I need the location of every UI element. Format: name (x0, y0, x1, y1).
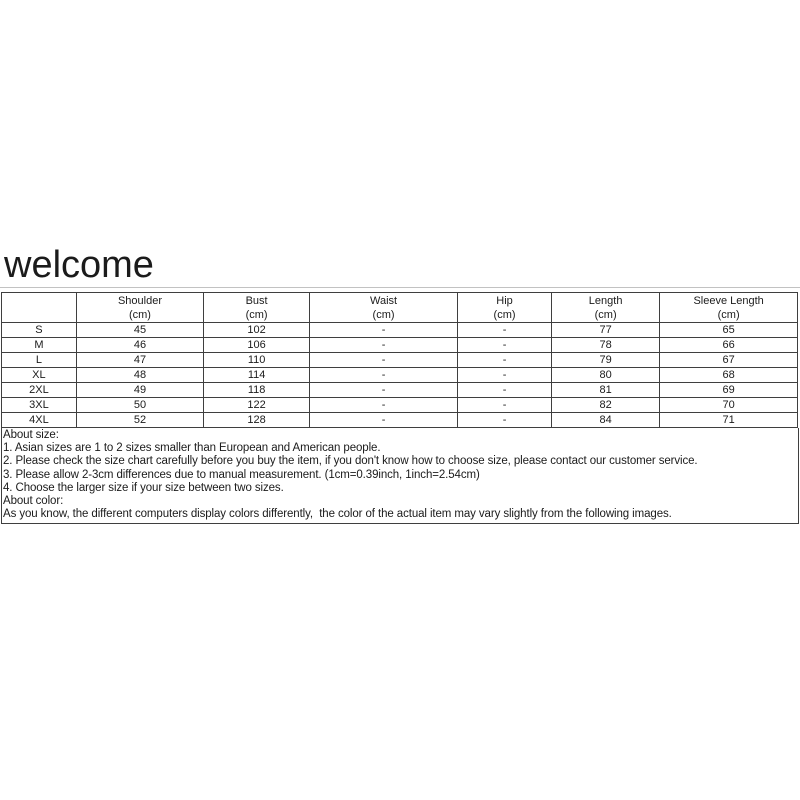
note-line: About size: (3, 429, 59, 441)
measurement-cell: 84 (552, 413, 660, 428)
size-label-cell: 4XL (2, 413, 77, 428)
header-cell: Bust (cm) (204, 293, 310, 323)
header-cell: Sleeve Length (cm) (660, 293, 798, 323)
measurement-cell: - (310, 368, 458, 383)
table-row (2, 368, 798, 383)
header-cell: Shoulder (cm) (76, 293, 203, 323)
table-row (2, 398, 798, 413)
notes-box (1, 428, 799, 524)
table-row (2, 323, 798, 338)
measurement-cell: 65 (660, 323, 798, 338)
measurement-cell: 82 (552, 398, 660, 413)
measurement-cell: - (310, 338, 458, 353)
size-label-cell: L (2, 353, 77, 368)
size-chart-table (1, 292, 798, 428)
size-label-cell: 3XL (2, 398, 77, 413)
note-line: 3. Please allow 2-3cm differences due to manual measurement. (1cm=0.39inch, 1inch=2.54cm) (3, 468, 480, 481)
measurement-cell: 81 (552, 383, 660, 398)
measurement-cell: 102 (204, 323, 310, 338)
measurement-cell: 118 (204, 383, 310, 398)
note-line: 4. Choose the larger size if your size between two sizes. (3, 481, 284, 494)
header-cell: Waist (cm) (310, 293, 458, 323)
measurement-cell: - (310, 383, 458, 398)
note-line: About color: (3, 494, 64, 507)
table-row (2, 338, 798, 353)
table-row (2, 413, 798, 428)
measurement-cell: - (458, 383, 552, 398)
measurement-cell: - (458, 338, 552, 353)
header-cell: Hip (cm) (458, 293, 552, 323)
note-line: 2. Please check the size chart carefully before you buy the item, if you don't know how to choose size, please contact our customer service. (3, 455, 698, 468)
measurement-cell: 80 (552, 368, 660, 383)
measurement-cell: - (458, 413, 552, 428)
size-label-cell: 2XL (2, 383, 77, 398)
size-label-cell: S (2, 323, 77, 338)
measurement-cell: - (310, 413, 458, 428)
note-line: As you know, the different computers display colors differently, the color of the actual item may vary slightly from the following images. (3, 508, 672, 521)
measurement-cell: 106 (204, 338, 310, 353)
header-cell (2, 293, 77, 323)
measurement-cell: 69 (660, 383, 798, 398)
measurement-cell: 52 (76, 413, 203, 428)
measurement-cell: 67 (660, 353, 798, 368)
measurement-cell: - (458, 323, 552, 338)
page-title: welcome (4, 244, 154, 286)
header-cell: Length (cm) (552, 293, 660, 323)
measurement-cell: 46 (76, 338, 203, 353)
size-label-cell: M (2, 338, 77, 353)
note-line: 1. Asian sizes are 1 to 2 sizes smaller than European and American people. (3, 442, 381, 455)
divider (0, 287, 800, 288)
measurement-cell: 49 (76, 383, 203, 398)
table-row (2, 353, 798, 368)
measurement-cell: 45 (76, 323, 203, 338)
measurement-cell: 114 (204, 368, 310, 383)
measurement-cell: - (458, 368, 552, 383)
measurement-cell: 48 (76, 368, 203, 383)
measurement-cell: 110 (204, 353, 310, 368)
measurement-cell: 47 (76, 353, 203, 368)
measurement-cell: - (310, 353, 458, 368)
measurement-cell: 70 (660, 398, 798, 413)
measurement-cell: 50 (76, 398, 203, 413)
measurement-cell: - (458, 398, 552, 413)
measurement-cell: 78 (552, 338, 660, 353)
size-chart-head-row (2, 293, 798, 323)
measurement-cell: 71 (660, 413, 798, 428)
measurement-cell: 79 (552, 353, 660, 368)
measurement-cell: - (310, 398, 458, 413)
table-row (2, 383, 798, 398)
measurement-cell: - (458, 353, 552, 368)
measurement-cell: 128 (204, 413, 310, 428)
measurement-cell: 122 (204, 398, 310, 413)
measurement-cell: 66 (660, 338, 798, 353)
size-label-cell: XL (2, 368, 77, 383)
size-chart-body (2, 323, 798, 428)
measurement-cell: 68 (660, 368, 798, 383)
measurement-cell: - (310, 323, 458, 338)
measurement-cell: 77 (552, 323, 660, 338)
